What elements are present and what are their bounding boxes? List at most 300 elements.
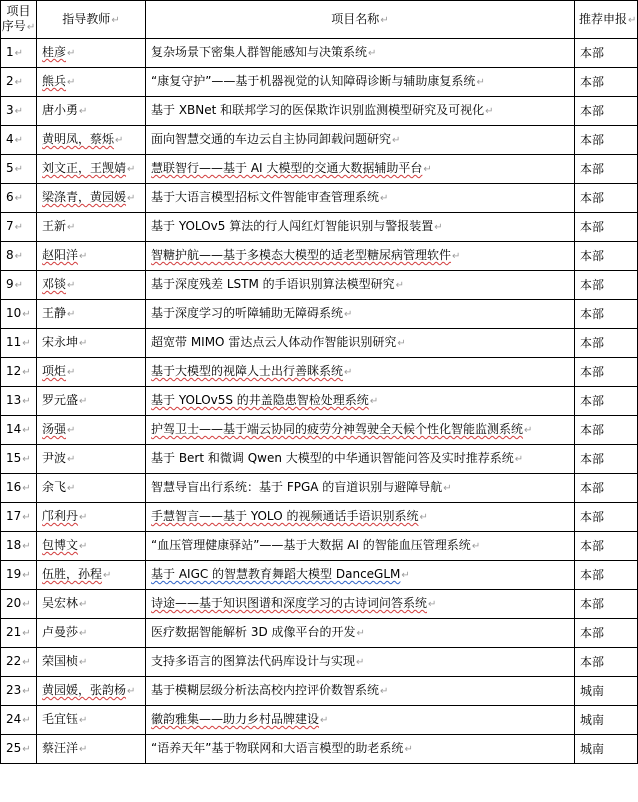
recommended-unit-cell bbox=[575, 445, 638, 474]
paragraph-mark: ↵ bbox=[22, 744, 31, 755]
project-name-text: 基于 Bert 和微调 Qwen 大模型的中华通识智能问答及实时推荐系统 bbox=[151, 451, 514, 465]
recommended-unit-text: 本部 bbox=[580, 365, 605, 379]
recommended-unit-cell bbox=[575, 619, 638, 648]
recommended-unit-text: 本部 bbox=[580, 104, 605, 118]
project-no-text: 1 bbox=[6, 45, 14, 59]
teacher-text: 余飞 bbox=[42, 480, 67, 494]
table-row bbox=[1, 503, 638, 532]
paragraph-mark: ↵ bbox=[103, 570, 112, 581]
project-name-text: 诗途——基于知识图谱和深度学习的古诗词问答系统 bbox=[151, 596, 428, 610]
table-row bbox=[1, 358, 638, 387]
teacher-cell bbox=[37, 619, 146, 648]
paragraph-mark: ↵ bbox=[79, 657, 88, 668]
table-row bbox=[1, 706, 638, 735]
project-name-text: 徽韵雅集——助力乡村品牌建设 bbox=[151, 712, 320, 726]
project-name-text: 医疗数据智能解析 3D 成像平台的开发 bbox=[151, 625, 356, 639]
paragraph-mark: ↵ bbox=[79, 512, 88, 523]
paragraph-mark: ↵ bbox=[397, 338, 406, 349]
teacher-cell bbox=[37, 358, 146, 387]
paragraph-mark: ↵ bbox=[471, 541, 481, 552]
header-teacher bbox=[37, 1, 146, 39]
paragraph-mark: ↵ bbox=[22, 715, 31, 726]
project-no-cell bbox=[1, 619, 37, 648]
teacher-cell bbox=[37, 213, 146, 242]
paragraph-mark: ↵ bbox=[428, 599, 437, 610]
table-row bbox=[1, 445, 638, 474]
paragraph-mark: ↵ bbox=[26, 22, 36, 33]
teacher-cell bbox=[37, 706, 146, 735]
recommended-unit-cell bbox=[575, 532, 638, 561]
recommended-unit-text: 本部 bbox=[580, 481, 605, 495]
project-name-text: “血压管理健康驿站”——基于大数据 AI 的智能血压管理系统 bbox=[151, 538, 471, 552]
paragraph-mark: ↵ bbox=[79, 715, 88, 726]
paragraph-mark: ↵ bbox=[67, 454, 76, 465]
teacher-cell bbox=[37, 242, 146, 271]
teacher-text: 唐小勇 bbox=[42, 103, 79, 117]
header-project-name-label: 项目名称 bbox=[331, 11, 380, 26]
teacher-text: 荣国桢 bbox=[42, 654, 79, 668]
project-no-cell bbox=[1, 561, 37, 590]
teacher-text: 熊兵 bbox=[42, 74, 67, 88]
project-no-text: 24 bbox=[6, 712, 22, 726]
teacher-text: 赵阳洋 bbox=[42, 248, 79, 262]
recommended-unit-cell bbox=[575, 271, 638, 300]
header-project-no-line2: 序号 bbox=[1, 19, 26, 33]
paragraph-mark: ↵ bbox=[14, 222, 24, 233]
table-row bbox=[1, 300, 638, 329]
teacher-text: 黄园媛，张韵杨 bbox=[42, 683, 127, 697]
project-name-text: 基于 AIGC 的智慧教育舞蹈大模型 DanceGLM bbox=[151, 567, 401, 581]
recommended-unit-text: 城南 bbox=[580, 742, 605, 756]
project-no-text: 11 bbox=[6, 335, 22, 349]
paragraph-mark: ↵ bbox=[443, 483, 452, 494]
table-row bbox=[1, 619, 638, 648]
project-no-text: 2 bbox=[6, 74, 14, 88]
paragraph-mark: ↵ bbox=[395, 280, 405, 291]
teacher-text: 桂彦 bbox=[42, 45, 67, 59]
project-name-text: “康复守护”——基于机器视觉的认知障碍诊断与辅助康复系统 bbox=[151, 74, 476, 88]
project-name-cell bbox=[146, 474, 575, 503]
recommended-unit-cell bbox=[575, 242, 638, 271]
paragraph-mark: ↵ bbox=[344, 309, 353, 320]
project-no-cell bbox=[1, 416, 37, 445]
paragraph-mark: ↵ bbox=[22, 309, 31, 320]
project-name-cell bbox=[146, 126, 575, 155]
teacher-cell bbox=[37, 68, 146, 97]
header-project-name bbox=[146, 1, 575, 39]
project-no-cell bbox=[1, 242, 37, 271]
project-no-cell bbox=[1, 474, 37, 503]
project-name-text: 复杂场景下密集人群智能感知与决策系统 bbox=[151, 45, 368, 59]
paragraph-mark: ↵ bbox=[67, 483, 76, 494]
project-name-text: 手慧智言——基于 YOLO 的视频通话手语识别系统 bbox=[151, 509, 419, 523]
recommended-unit-text: 本部 bbox=[580, 278, 605, 292]
header-project-no-line1: 项目 bbox=[6, 4, 31, 18]
table-header-row bbox=[1, 1, 638, 39]
teacher-text: 伍胜，孙程 bbox=[42, 567, 103, 581]
paragraph-mark: ↵ bbox=[22, 686, 31, 697]
project-name-text: 智糖护航——基于多模态大模型的适老型糖尿病管理软件 bbox=[151, 248, 452, 262]
teacher-cell bbox=[37, 677, 146, 706]
project-no-text: 6 bbox=[6, 190, 14, 204]
project-no-text: 9 bbox=[6, 277, 14, 291]
project-name-cell bbox=[146, 387, 575, 416]
header-teacher-label: 指导教师 bbox=[62, 11, 111, 26]
recommended-unit-cell bbox=[575, 590, 638, 619]
project-name-cell bbox=[146, 445, 575, 474]
table-row bbox=[1, 387, 638, 416]
header-recommended-unit-label: 推荐申报 bbox=[579, 11, 628, 26]
project-name-cell bbox=[146, 735, 575, 764]
project-no-cell bbox=[1, 590, 37, 619]
recommended-unit-text: 本部 bbox=[580, 191, 605, 205]
recommended-unit-text: 本部 bbox=[580, 452, 605, 466]
project-no-cell bbox=[1, 184, 37, 213]
project-name-text: 基于大语言模型招标文件智能审查管理系统 bbox=[151, 190, 380, 204]
paragraph-mark: ↵ bbox=[380, 193, 389, 204]
teacher-cell bbox=[37, 126, 146, 155]
project-no-cell bbox=[1, 358, 37, 387]
paragraph-mark: ↵ bbox=[22, 367, 31, 378]
header-recommended-unit bbox=[575, 1, 638, 39]
teacher-text: 尹波 bbox=[42, 451, 67, 465]
project-no-cell bbox=[1, 39, 37, 68]
project-name-cell bbox=[146, 677, 575, 706]
teacher-cell bbox=[37, 300, 146, 329]
paragraph-mark: ↵ bbox=[392, 135, 401, 146]
paragraph-mark: ↵ bbox=[67, 367, 76, 378]
teacher-cell bbox=[37, 561, 146, 590]
project-name-cell bbox=[146, 358, 575, 387]
project-no-text: 16 bbox=[6, 480, 22, 494]
project-name-cell bbox=[146, 329, 575, 358]
recommended-unit-cell bbox=[575, 561, 638, 590]
table-row bbox=[1, 416, 638, 445]
table-row bbox=[1, 242, 638, 271]
recommended-unit-cell bbox=[575, 648, 638, 677]
recommended-unit-text: 本部 bbox=[580, 568, 605, 582]
teacher-text: 罗元盛 bbox=[42, 393, 79, 407]
paragraph-mark: ↵ bbox=[380, 686, 389, 697]
project-name-cell bbox=[146, 300, 575, 329]
project-name-text: 护驾卫士——基于端云协同的疲劳分神驾驶全天候个性化智能监测系统 bbox=[151, 422, 524, 436]
table-row bbox=[1, 735, 638, 764]
paragraph-mark: ↵ bbox=[14, 251, 24, 262]
recommended-unit-cell bbox=[575, 184, 638, 213]
paragraph-mark: ↵ bbox=[369, 396, 379, 407]
paragraph-mark: ↵ bbox=[22, 396, 31, 407]
paragraph-mark: ↵ bbox=[401, 570, 410, 581]
table-row bbox=[1, 271, 638, 300]
project-no-text: 7 bbox=[6, 219, 14, 233]
teacher-cell bbox=[37, 648, 146, 677]
recommended-unit-cell bbox=[575, 300, 638, 329]
project-no-text: 15 bbox=[6, 451, 22, 465]
paragraph-mark: ↵ bbox=[67, 425, 76, 436]
teacher-cell bbox=[37, 39, 146, 68]
recommended-unit-cell bbox=[575, 474, 638, 503]
paragraph-mark: ↵ bbox=[14, 193, 24, 204]
project-name-cell bbox=[146, 97, 575, 126]
recommended-unit-text: 本部 bbox=[580, 307, 605, 321]
project-no-cell bbox=[1, 735, 37, 764]
paragraph-mark: ↵ bbox=[452, 251, 461, 262]
recommended-unit-text: 本部 bbox=[580, 597, 605, 611]
project-no-text: 4 bbox=[6, 132, 14, 146]
teacher-cell bbox=[37, 503, 146, 532]
project-name-text: 超宽带 MIMO 雷达点云人体动作智能识别研究 bbox=[151, 335, 397, 349]
recommended-unit-cell bbox=[575, 213, 638, 242]
project-name-text: 基于深度残差 LSTM 的手语识别算法模型研究 bbox=[151, 277, 395, 291]
recommended-unit-cell bbox=[575, 155, 638, 184]
paragraph-mark: ↵ bbox=[514, 454, 524, 465]
paragraph-mark: ↵ bbox=[380, 14, 389, 26]
recommended-unit-text: 城南 bbox=[580, 684, 605, 698]
paragraph-mark: ↵ bbox=[356, 628, 365, 639]
paragraph-mark: ↵ bbox=[22, 512, 31, 523]
project-name-text: 基于模糊层级分析法高校内控评价数智系统 bbox=[151, 683, 380, 697]
teacher-cell bbox=[37, 387, 146, 416]
recommended-unit-cell bbox=[575, 735, 638, 764]
paragraph-mark: ↵ bbox=[14, 164, 24, 175]
project-no-text: 18 bbox=[6, 538, 22, 552]
project-name-cell bbox=[146, 706, 575, 735]
project-name-text: 慧联智行——基于 AI 大模型的交通大数据辅助平台 bbox=[151, 161, 423, 175]
project-no-cell bbox=[1, 126, 37, 155]
teacher-text: 刘文正，王觊婧 bbox=[42, 161, 127, 175]
paragraph-mark: ↵ bbox=[79, 338, 88, 349]
recommended-unit-text: 本部 bbox=[580, 336, 605, 350]
recommended-unit-cell bbox=[575, 126, 638, 155]
project-no-text: 12 bbox=[6, 364, 22, 378]
paragraph-mark: ↵ bbox=[79, 628, 88, 639]
project-name-text: 基于 YOLOv5 算法的行人闯红灯智能识别与警报装置 bbox=[151, 219, 434, 233]
recommended-unit-text: 本部 bbox=[580, 162, 605, 176]
project-no-text: 14 bbox=[6, 422, 22, 436]
teacher-text: 王静 bbox=[42, 306, 67, 320]
table-row bbox=[1, 184, 638, 213]
paragraph-mark: ↵ bbox=[485, 106, 494, 117]
project-no-cell bbox=[1, 503, 37, 532]
teacher-cell bbox=[37, 97, 146, 126]
project-name-text: 基于 YOLOv5S 的井盖隐患智检处理系统 bbox=[151, 393, 369, 407]
header-project-no bbox=[1, 1, 37, 39]
teacher-text: 梁涤青，黄园媛 bbox=[42, 190, 127, 204]
project-no-text: 19 bbox=[6, 567, 22, 581]
recommended-unit-cell bbox=[575, 387, 638, 416]
project-no-text: 25 bbox=[6, 741, 22, 755]
project-no-text: 3 bbox=[6, 103, 14, 117]
paragraph-mark: ↵ bbox=[79, 599, 88, 610]
teacher-text: 宋永坤 bbox=[42, 335, 79, 349]
teacher-text: 黄明凤，蔡烁 bbox=[42, 132, 115, 146]
project-no-text: 22 bbox=[6, 654, 22, 668]
paragraph-mark: ↵ bbox=[344, 367, 353, 378]
table-row bbox=[1, 213, 638, 242]
project-no-text: 23 bbox=[6, 683, 22, 697]
paragraph-mark: ↵ bbox=[419, 512, 428, 523]
project-no-cell bbox=[1, 68, 37, 97]
teacher-cell bbox=[37, 474, 146, 503]
paragraph-mark: ↵ bbox=[22, 599, 31, 610]
teacher-text: 包博文 bbox=[42, 538, 79, 552]
project-name-cell bbox=[146, 416, 575, 445]
table-row bbox=[1, 97, 638, 126]
paragraph-mark: ↵ bbox=[22, 454, 31, 465]
paragraph-mark: ↵ bbox=[127, 164, 136, 175]
recommended-unit-cell bbox=[575, 706, 638, 735]
paragraph-mark: ↵ bbox=[22, 541, 31, 552]
teacher-cell bbox=[37, 155, 146, 184]
project-no-cell bbox=[1, 648, 37, 677]
paragraph-mark: ↵ bbox=[67, 48, 76, 59]
paragraph-mark: ↵ bbox=[14, 135, 24, 146]
paragraph-mark: ↵ bbox=[320, 715, 329, 726]
project-name-cell bbox=[146, 648, 575, 677]
paragraph-mark: ↵ bbox=[111, 14, 120, 26]
paragraph-mark: ↵ bbox=[22, 483, 31, 494]
recommended-unit-text: 本部 bbox=[580, 510, 605, 524]
recommended-unit-text: 本部 bbox=[580, 394, 605, 408]
teacher-text: 邓锬 bbox=[42, 277, 67, 291]
recommended-unit-text: 本部 bbox=[580, 133, 605, 147]
project-name-cell bbox=[146, 271, 575, 300]
recommended-unit-text: 本部 bbox=[580, 220, 605, 234]
recommended-unit-cell bbox=[575, 416, 638, 445]
table-row bbox=[1, 590, 638, 619]
table-row bbox=[1, 474, 638, 503]
project-no-cell bbox=[1, 445, 37, 474]
recommended-unit-cell bbox=[575, 39, 638, 68]
project-name-text: “语养天年”基于物联网和大语言模型的助老系统 bbox=[151, 741, 404, 755]
paragraph-mark: ↵ bbox=[79, 541, 88, 552]
project-no-cell bbox=[1, 97, 37, 126]
project-no-cell bbox=[1, 706, 37, 735]
paragraph-mark: ↵ bbox=[22, 628, 31, 639]
project-no-cell bbox=[1, 155, 37, 184]
paragraph-mark: ↵ bbox=[115, 135, 124, 146]
teacher-cell bbox=[37, 735, 146, 764]
recommended-unit-cell bbox=[575, 329, 638, 358]
project-name-cell bbox=[146, 532, 575, 561]
project-name-cell bbox=[146, 242, 575, 271]
project-name-cell bbox=[146, 561, 575, 590]
recommended-unit-text: 本部 bbox=[580, 626, 605, 640]
teacher-cell bbox=[37, 184, 146, 213]
project-no-cell bbox=[1, 532, 37, 561]
recommended-unit-text: 本部 bbox=[580, 249, 605, 263]
project-name-cell bbox=[146, 184, 575, 213]
recommended-unit-cell bbox=[575, 97, 638, 126]
paragraph-mark: ↵ bbox=[434, 222, 443, 233]
recommended-unit-cell bbox=[575, 68, 638, 97]
teacher-cell bbox=[37, 329, 146, 358]
paragraph-mark: ↵ bbox=[22, 338, 31, 349]
paragraph-mark: ↵ bbox=[22, 570, 31, 581]
table-row bbox=[1, 648, 638, 677]
paragraph-mark: ↵ bbox=[67, 222, 76, 233]
teacher-text: 卢曼莎 bbox=[42, 625, 79, 639]
recommended-unit-text: 城南 bbox=[580, 713, 605, 727]
project-no-text: 20 bbox=[6, 596, 22, 610]
table-row bbox=[1, 561, 638, 590]
paragraph-mark: ↵ bbox=[628, 14, 637, 26]
teacher-text: 汤强 bbox=[42, 422, 67, 436]
recommended-unit-cell bbox=[575, 358, 638, 387]
project-no-cell bbox=[1, 677, 37, 706]
paragraph-mark: ↵ bbox=[14, 280, 24, 291]
project-no-text: 17 bbox=[6, 509, 22, 523]
table-row bbox=[1, 155, 638, 184]
project-no-text: 10 bbox=[6, 306, 22, 320]
teacher-text: 蔡汪洋 bbox=[42, 741, 79, 755]
paragraph-mark: ↵ bbox=[127, 193, 136, 204]
recommended-unit-text: 本部 bbox=[580, 46, 605, 60]
teacher-cell bbox=[37, 445, 146, 474]
recommended-unit-text: 本部 bbox=[580, 655, 605, 669]
teacher-text: 吴宏林 bbox=[42, 596, 79, 610]
table-row bbox=[1, 126, 638, 155]
project-no-cell bbox=[1, 387, 37, 416]
teacher-text: 项炬 bbox=[42, 364, 67, 378]
teacher-text: 邝利丹 bbox=[42, 509, 79, 523]
project-name-cell bbox=[146, 155, 575, 184]
paragraph-mark: ↵ bbox=[22, 425, 31, 436]
paragraph-mark: ↵ bbox=[67, 77, 76, 88]
project-name-text: 基于大模型的视障人士出行善眯系统 bbox=[151, 364, 344, 378]
project-name-cell bbox=[146, 213, 575, 242]
project-no-text: 21 bbox=[6, 625, 22, 639]
project-name-text: 支持多语言的图算法代码库设计与实现 bbox=[151, 654, 356, 668]
paragraph-mark: ↵ bbox=[79, 106, 88, 117]
paragraph-mark: ↵ bbox=[67, 280, 76, 291]
recommended-unit-cell bbox=[575, 677, 638, 706]
paragraph-mark: ↵ bbox=[368, 48, 377, 59]
project-no-cell bbox=[1, 329, 37, 358]
teacher-text: 王新 bbox=[42, 219, 67, 233]
project-no-text: 13 bbox=[6, 393, 22, 407]
project-no-cell bbox=[1, 213, 37, 242]
paragraph-mark: ↵ bbox=[22, 657, 31, 668]
table-row bbox=[1, 68, 638, 97]
teacher-cell bbox=[37, 416, 146, 445]
project-name-cell bbox=[146, 39, 575, 68]
paragraph-mark: ↵ bbox=[79, 396, 88, 407]
recommended-unit-cell bbox=[575, 503, 638, 532]
paragraph-mark: ↵ bbox=[404, 744, 413, 755]
project-name-text: 面向智慧交通的车边云自主协同卸载问题研究 bbox=[151, 132, 392, 146]
table-row bbox=[1, 677, 638, 706]
project-name-cell bbox=[146, 590, 575, 619]
paragraph-mark: ↵ bbox=[127, 686, 136, 697]
paragraph-mark: ↵ bbox=[14, 77, 24, 88]
project-name-cell bbox=[146, 619, 575, 648]
paragraph-mark: ↵ bbox=[79, 744, 88, 755]
teacher-text: 毛宜钰 bbox=[42, 712, 79, 726]
teacher-cell bbox=[37, 532, 146, 561]
teacher-cell bbox=[37, 590, 146, 619]
project-no-cell bbox=[1, 300, 37, 329]
paragraph-mark: ↵ bbox=[524, 425, 533, 436]
paragraph-mark: ↵ bbox=[14, 106, 24, 117]
paragraph-mark: ↵ bbox=[423, 164, 432, 175]
paragraph-mark: ↵ bbox=[67, 309, 76, 320]
project-name-text: 基于深度学习的听障辅助无障碍系统 bbox=[151, 306, 344, 320]
project-no-cell bbox=[1, 271, 37, 300]
project-name-cell bbox=[146, 503, 575, 532]
recommended-unit-text: 本部 bbox=[580, 539, 605, 553]
project-name-cell bbox=[146, 68, 575, 97]
